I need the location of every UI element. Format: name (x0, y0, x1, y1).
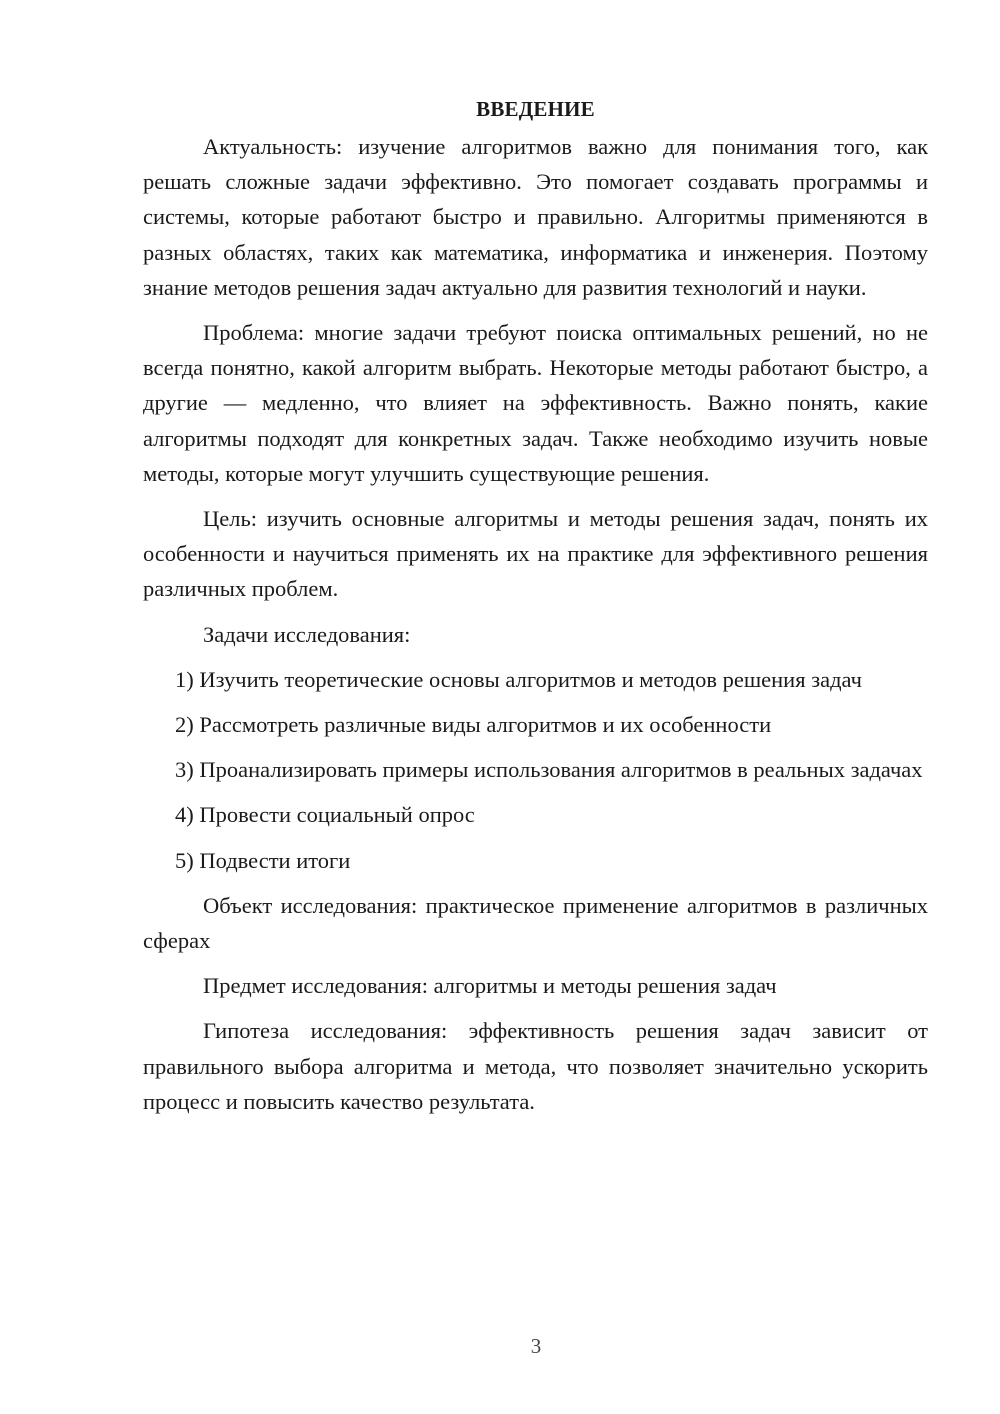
list-item: 4) Провести социальный опрос (175, 802, 475, 828)
list-item: 3) Проанализировать примеры использования алгоритмов в реальных задачах (175, 757, 923, 783)
subject-paragraph: Предмет исследования: алгоритмы и методы решения задач (203, 973, 777, 999)
page-number: 3 (530, 1334, 542, 1358)
hypothesis-paragraph: Гипотеза исследования: эффективность решения задач зависит от правильного выбора алгоритма и метода, что позволяет значительно ускорить процесс и повысить качество результата. (143, 1018, 928, 1114)
list-item: 1) Изучить теоретические основы алгоритмов и методов решения задач (175, 666, 862, 692)
tasks-heading: Задачи исследования: (203, 621, 411, 647)
list-item: 5) Подвести итоги (175, 847, 351, 873)
object-paragraph: Объект исследования: практическое применение алгоритмов в различных сферах (143, 892, 928, 954)
relevance-paragraph: Актуальность: изучение алгоритмов важно для понимания того, как решать сложные задачи эффективно. Это помогает создавать программы и системы, которые работают быстро и правильно. Алгоритмы применяются в разных областях, таких как математика, информатика и инженерия. Поэтому знание методов решения задач актуально для развития технологий и науки. (143, 134, 928, 300)
tasks-list (143, 662, 928, 878)
text-column (143, 92, 928, 1129)
list-item: 2) Рассмотреть различные виды алгоритмов и их особенности (175, 712, 772, 738)
goal-paragraph: Цель: изучить основные алгоритмы и методы решения задач, понять их особенности и научиться применять их на практике для эффективного решения различных проблем. (143, 506, 928, 602)
problem-paragraph: Проблема: многие задачи требуют поиска оптимальных решений, но не всегда понятно, какой алгоритм выбрать. Некоторые методы работают быстро, а другие — медленно, что влияет на эффективность. Важно понять, какие алгоритмы подходят для конкретных задач. Также необходимо изучить новые методы, которые могут улучшить существующие решения. (143, 320, 928, 486)
section-heading: ВВЕДЕНИЕ (476, 97, 595, 121)
